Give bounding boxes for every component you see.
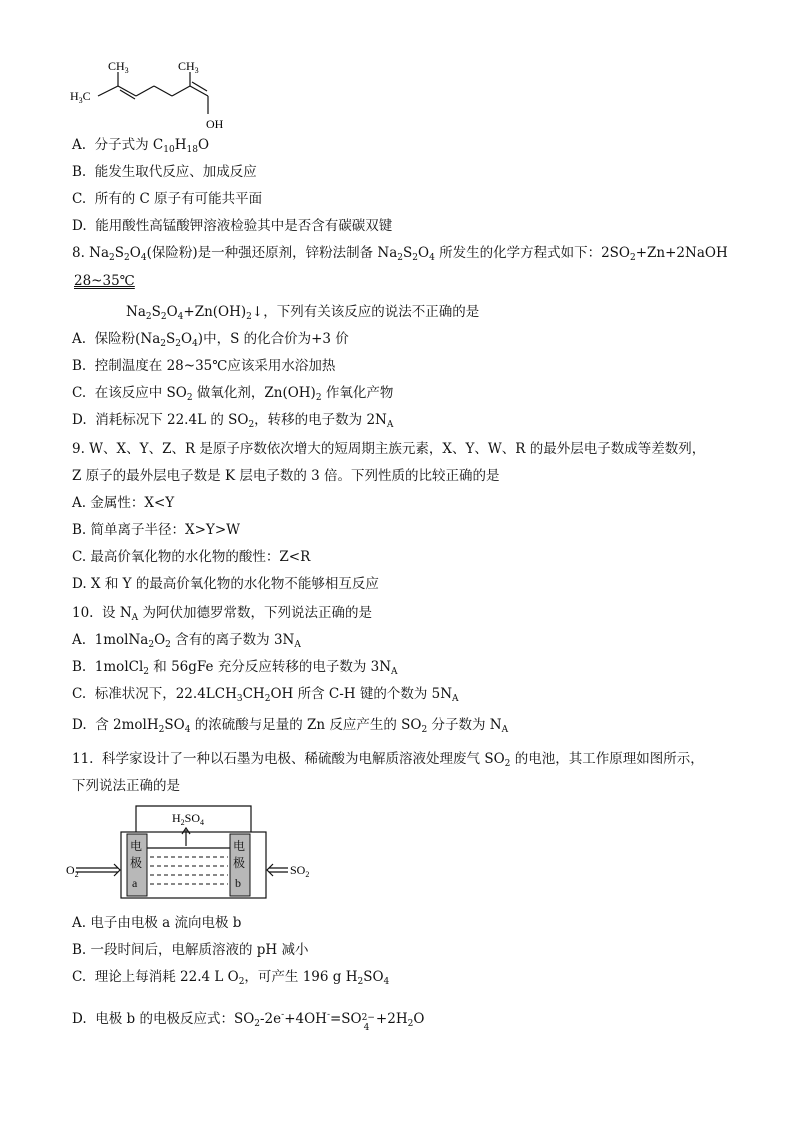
q8-stem-line1: 8. $Na_2S_2O_4$(保险粉)是一种强还原剂，锌粉法制备 $Na_2S_2O_4$ 所发生的化学方程式如下：$2SO_2+Zn+2NaOH$ <box>72 245 728 263</box>
q11-stem-line1: 11. 科学家设计了一种以石墨为电极、稀硫酸为电解质溶液处理废气 $SO_2$ 的电池，其工作原理如图所示， <box>72 751 704 769</box>
diagram-right-gas: $SO_2$ <box>290 863 310 879</box>
q10-option-a: A. $1molNa_2O_2$ 含有的离子数为 $3N_A$ <box>72 632 301 650</box>
q8-option-d: D. 消耗标况下 22.4L 的 $SO_2$，转移的电子数为 $2N_A$ <box>72 412 394 430</box>
q9-option-d: D. X 和 Y 的最高价氧化物的水化物不能够相互反应 <box>72 576 379 592</box>
q11-option-a: A. 电子由电极 a 流向电极 b <box>72 915 242 931</box>
electrode-a-label: 电 <box>130 839 143 853</box>
q8-option-c: C. 在该反应中 $SO_2$ 做氧化剂，$Zn(OH)_2$ 作氧化产物 <box>72 385 394 403</box>
q10-stem: 10. 设 $N_A$ 为阿伏加德罗常数，下列说法正确的是 <box>72 605 372 623</box>
q8-condition: 28~35℃ <box>74 273 135 289</box>
q11-stem-line2: 下列说法正确的是 <box>72 778 180 794</box>
q11-option-d: D. 电极 b 的电极反应式：$SO_2-2e^-+4OH^-=SO$ 2− 4 $+2H_2O$ <box>72 1010 425 1033</box>
q9-stem-line1: 9. W、X、Y、Z、R 是原子序数依次增大的短周期主族元素，X、Y、W、R 的最外层电子数成等差数列， <box>72 441 706 457</box>
q7-option-c: C. 所有的 C 原子有可能共平面 <box>72 191 263 207</box>
battery-diagram <box>66 800 316 904</box>
q8-option-a: A. 保险粉$(Na_2S_2O_4)$中，S 的化合价为+3 价 <box>72 331 349 349</box>
svg-text:a: a <box>132 876 138 890</box>
q11-option-c: C. 理论上每消耗 22.4 L $O_2$，可产生 196 g $H_2SO_4$ <box>72 969 390 987</box>
mol-oh: OH <box>206 117 224 131</box>
svg-text:极: 极 <box>233 856 246 870</box>
q7-option-d: D. 能用酸性高锰酸钾溶液检验其中是否含有碳碳双键 <box>72 218 393 234</box>
diagram-product-label: $H_2SO_4$ <box>172 811 205 827</box>
q9-option-c: C. 最高价氧化物的水化物的酸性：Z<R <box>72 549 311 565</box>
q7-option-b: B. 能发生取代反应、加成反应 <box>72 164 257 180</box>
q9-option-b: B. 简单离子半径：X>Y>W <box>72 522 241 538</box>
q10-option-d: D. 含 $2molH_2SO_4$ 的浓硫酸与足量的 Zn 反应产生的 $SO_2$ 分子数为 $N_A$ <box>72 717 509 735</box>
q8-option-b: B. 控制温度在 28~35℃应该采用水浴加热 <box>72 358 336 374</box>
q9-option-a: A. 金属性：X<Y <box>72 495 175 511</box>
svg-text:b: b <box>235 876 241 890</box>
diagram-left-gas: $O_2$ <box>66 863 79 879</box>
q7-option-a: A. 分子式为 $C_{10}H_{18}O$ <box>72 137 210 155</box>
mol-ch3-left: $CH_3$ <box>108 59 129 75</box>
molecule-structure <box>66 52 246 136</box>
q11-option-b: B. 一段时间后，电解质溶液的 pH 减小 <box>72 942 309 958</box>
q8-stem-line2: $Na_2S_2O_4+Zn(OH)_2↓$，下列有关该反应的说法不正确的是 <box>126 304 480 322</box>
q10-option-c: C. 标准状况下，$22.4LCH_3CH_2OH$ 所含 C-H 键的个数为 $5N_A$ <box>72 686 459 704</box>
mol-h3c: $H_3C$ <box>70 89 91 105</box>
q10-option-b: B. 1molCl$_2$ 和 56gFe 充分反应转移的电子数为 $3N_A$ <box>72 659 398 677</box>
svg-text:极: 极 <box>130 856 143 870</box>
q9-stem-line2: Z 原子的最外层电子数是 K 层电子数的 3 倍。下列性质的比较正确的是 <box>72 468 500 484</box>
electrode-b-label: 电 <box>233 839 246 853</box>
mol-ch3-right: $CH_3$ <box>178 59 199 75</box>
